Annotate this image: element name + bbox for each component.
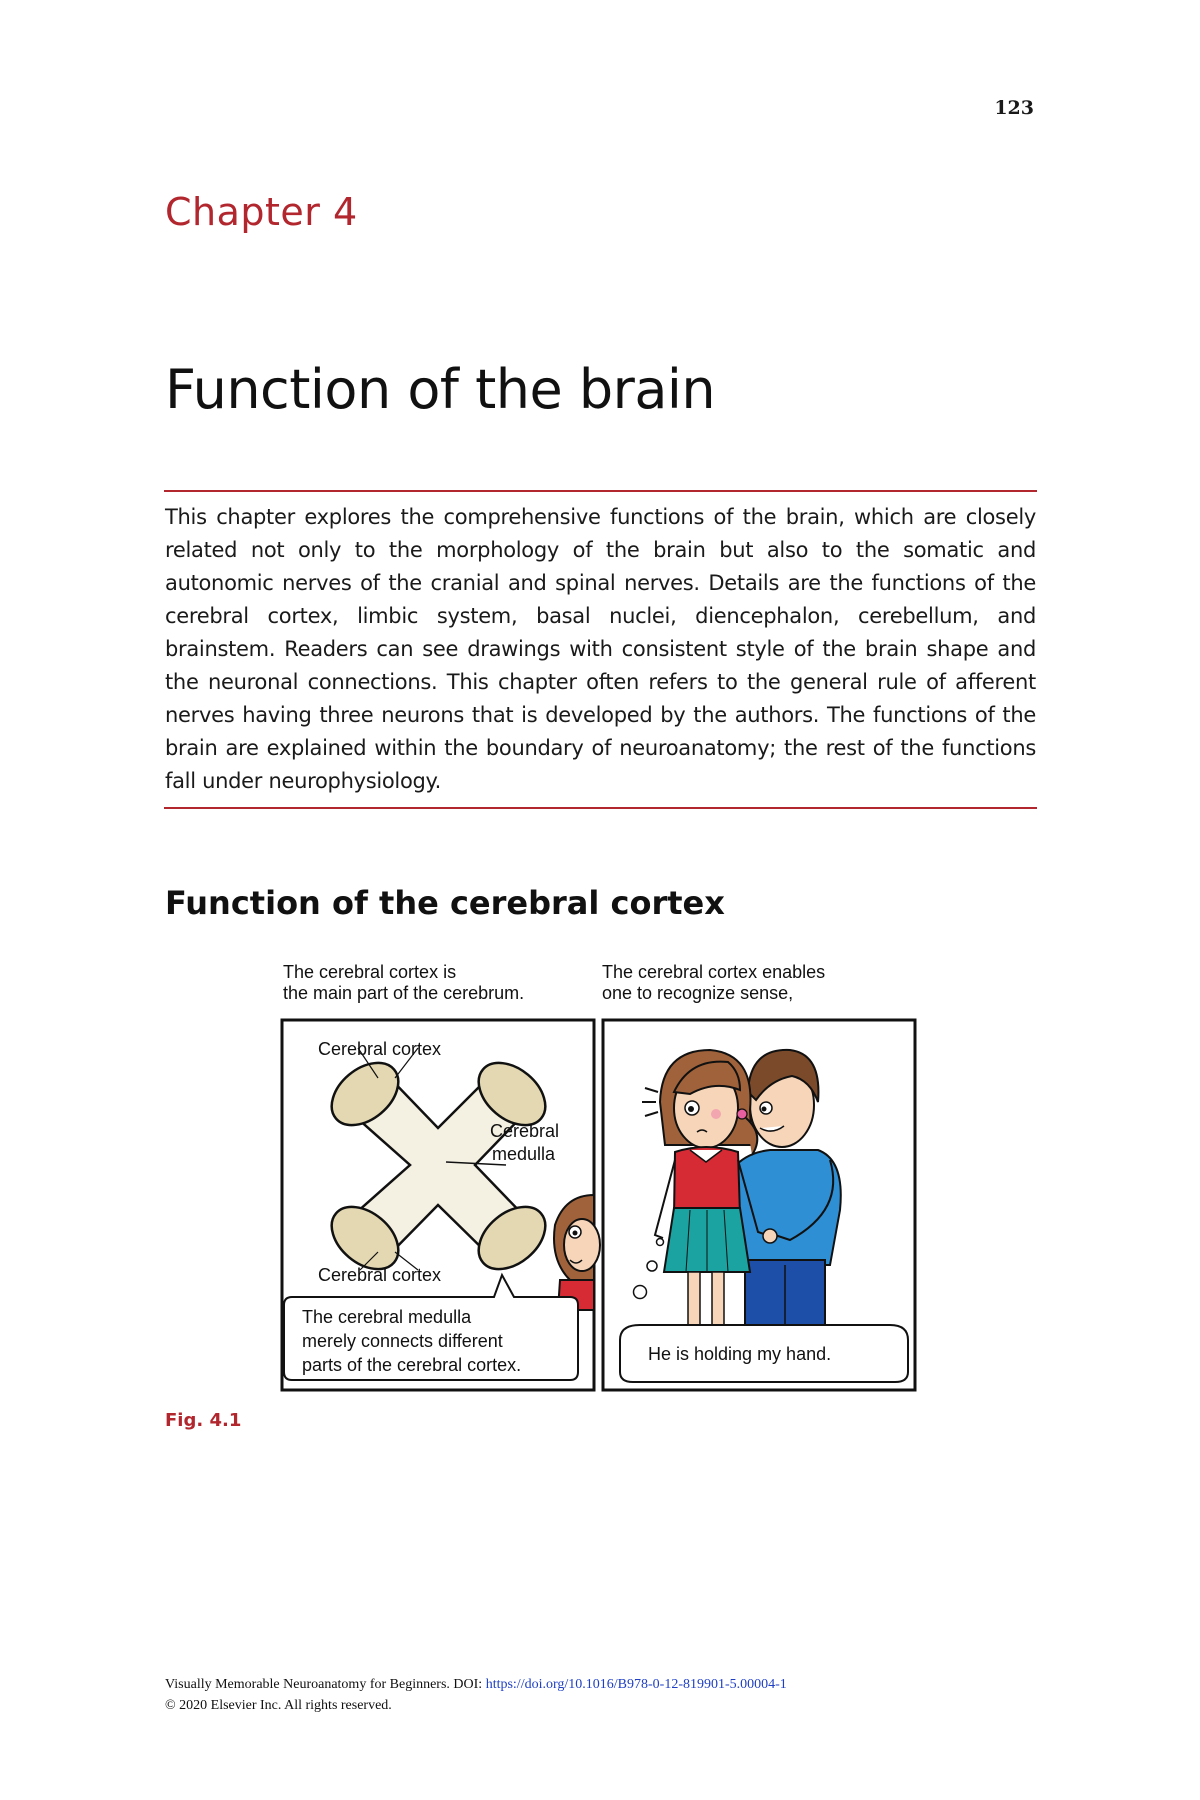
panel-1 bbox=[282, 1020, 600, 1390]
doi-link[interactable]: https://doi.org/10.1016/B978-0-12-819901-5.00004-1 bbox=[485, 1677, 787, 1692]
footer-copyright: © 2020 Elsevier Inc. All rights reserved. bbox=[165, 1698, 392, 1713]
label-cerebral-cortex-top: Cerebral cortex bbox=[318, 1039, 442, 1059]
speech-line-3: parts of the cerebral cortex. bbox=[302, 1355, 522, 1375]
chapter-title: Function of the brain bbox=[165, 358, 716, 421]
chapter-abstract: This chapter explores the comprehensive functions of the brain, which are closely related not only to the morphology of the brain but also to the somatic and autonomic nerves of the cranial and spinal nerves. Details are the functions of the cerebral cortex, limbic system, basal nuclei, diencephalon, cerebellum, and brainstem. Readers can see drawings with consistent style of the brain shape and the neuronal connections. This chapter often refers to the general rule of afferent nerves having three neurons that is developed by the authors. The functions of the brain are explained within the boundary of neuroanatomy; the rest of the functions fall under neurophysiology. bbox=[165, 505, 1036, 793]
footer-citation: Visually Memorable Neuroanatomy for Beginners. DOI: https://doi.org/10.1016/B978-0-12-819901-5.00004-1 bbox=[165, 1677, 787, 1692]
figure-label: Fig. 4.1 bbox=[165, 1410, 242, 1431]
chapter-label: Chapter 4 bbox=[165, 190, 358, 234]
panel-2 bbox=[603, 1020, 915, 1390]
speech-line-1: The cerebral medulla bbox=[302, 1307, 472, 1327]
page-footer bbox=[165, 1674, 787, 1716]
girl-peeking-illustration bbox=[554, 1195, 600, 1310]
panel2-speech-text: He is holding my hand. bbox=[648, 1344, 832, 1364]
label-cerebral-medulla-2: medulla bbox=[492, 1144, 556, 1164]
section-title: Function of the cerebral cortex bbox=[165, 884, 725, 922]
figure-4-1 bbox=[270, 1010, 920, 1395]
abstract-bottom-rule bbox=[164, 807, 1037, 809]
abstract-top-rule bbox=[164, 490, 1037, 492]
page-number: 123 bbox=[994, 97, 1034, 119]
speech-line-2: merely connects different bbox=[302, 1331, 503, 1351]
panel2-caption: The cerebral cortex enables one to recognize sense, bbox=[602, 962, 826, 1003]
panel1-caption: The cerebral cortex is the main part of the cerebrum. bbox=[283, 962, 525, 1003]
label-cerebral-medulla-1: Cerebral bbox=[490, 1121, 560, 1141]
label-cerebral-cortex-bottom: Cerebral cortex bbox=[318, 1265, 442, 1285]
